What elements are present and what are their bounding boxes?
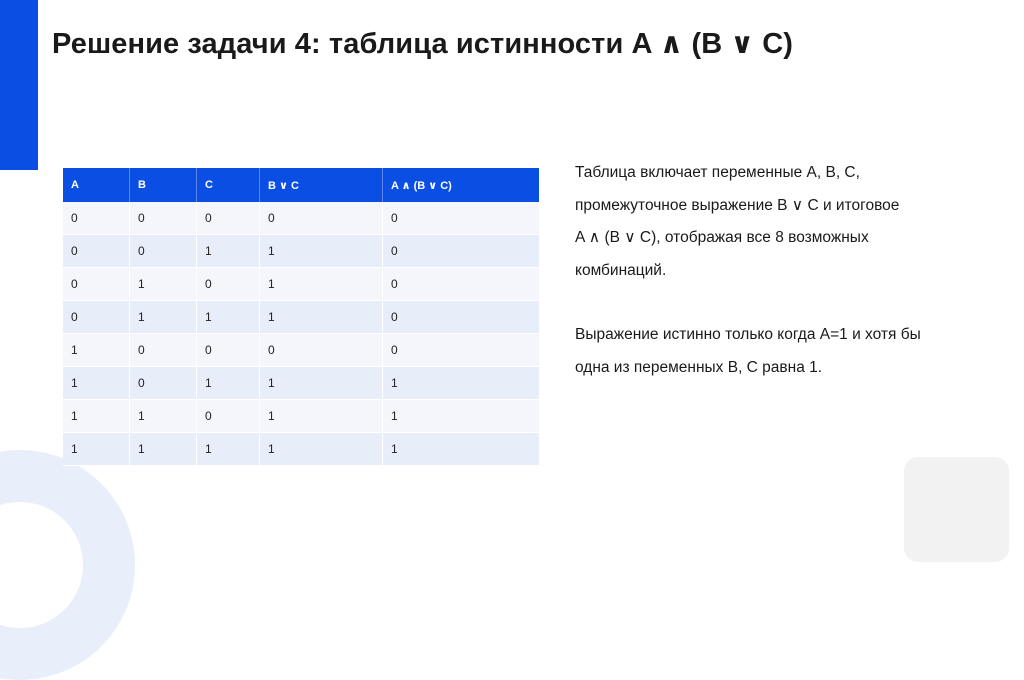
table-row <box>63 367 539 400</box>
table-row <box>63 334 539 367</box>
table-cell: 1 <box>63 433 130 466</box>
table-cell: 1 <box>383 433 540 466</box>
table-cell: 0 <box>197 400 260 433</box>
description-paragraph-2 <box>575 319 995 384</box>
table-row <box>63 400 539 433</box>
table-cell: 1 <box>260 367 383 400</box>
table-cell: 1 <box>130 400 197 433</box>
header-cell: B ∨ C <box>260 168 383 202</box>
table-cell: 0 <box>197 268 260 301</box>
table-cell: 0 <box>130 202 197 235</box>
text-line: одна из переменных B, C равна 1. <box>575 358 823 376</box>
text-line: Таблица включает переменные A, B, C, <box>575 164 860 181</box>
description <box>575 157 995 384</box>
table-cell: 0 <box>197 334 260 367</box>
accent-bar <box>0 0 38 170</box>
text-line: A ∧ (B ∨ C), отображая все 8 возможных <box>575 229 869 246</box>
table-row <box>63 268 539 301</box>
table-cell: 0 <box>63 301 130 334</box>
table-cell: 1 <box>383 367 540 400</box>
table-cell: 0 <box>260 334 383 367</box>
table-cell: 1 <box>63 334 130 367</box>
table-cell: 1 <box>197 235 260 268</box>
table-cell: 1 <box>63 400 130 433</box>
table-cell: 0 <box>63 235 130 268</box>
table-cell: 1 <box>260 301 383 334</box>
table-row <box>63 301 539 334</box>
table-cell: 0 <box>63 268 130 301</box>
table-cell: 0 <box>130 367 197 400</box>
table-cell: 1 <box>260 235 383 268</box>
table-cell: 0 <box>197 202 260 235</box>
table-row <box>63 202 539 235</box>
text-line: промежуточное выражение B ∨ C и итоговое <box>575 196 900 214</box>
header-cell: C <box>197 168 260 202</box>
table-cell: 0 <box>63 202 130 235</box>
table-header-row <box>63 168 539 202</box>
table-cell: 1 <box>130 301 197 334</box>
table-cell: 1 <box>197 367 260 400</box>
decorative-square <box>904 457 1009 562</box>
table-cell: 1 <box>260 433 383 466</box>
slide-title: Решение задачи 4: таблица истинности A ∧ (B ∨ C) <box>52 28 794 60</box>
text-line: Выражение истинно только когда A=1 и хотя бы <box>575 326 921 343</box>
table-cell: 0 <box>130 334 197 367</box>
table-cell: 0 <box>260 202 383 235</box>
table-cell: 0 <box>383 334 540 367</box>
table-cell: 0 <box>383 268 540 301</box>
table-cell: 0 <box>383 301 540 334</box>
truth-table <box>63 168 539 466</box>
table-cell: 0 <box>383 235 540 268</box>
table-cell: 1 <box>63 367 130 400</box>
table-cell: 0 <box>130 235 197 268</box>
table-cell: 1 <box>260 268 383 301</box>
header-cell: A <box>63 168 130 202</box>
table-row <box>63 235 539 268</box>
text-line: комбинаций. <box>575 261 667 279</box>
table-cell: 1 <box>260 400 383 433</box>
table-cell: 1 <box>383 400 540 433</box>
header-cell: A ∧ (B ∨ C) <box>383 168 540 202</box>
table-cell: 1 <box>197 301 260 334</box>
table-cell: 1 <box>197 433 260 466</box>
description-paragraph-1 <box>575 157 995 287</box>
header-cell: B <box>130 168 197 202</box>
table-cell: 1 <box>130 268 197 301</box>
page-number: 17 <box>24 535 39 550</box>
table-row <box>63 433 539 466</box>
table-cell: 1 <box>130 433 197 466</box>
table-cell: 0 <box>383 202 540 235</box>
decorative-ring <box>0 450 135 680</box>
